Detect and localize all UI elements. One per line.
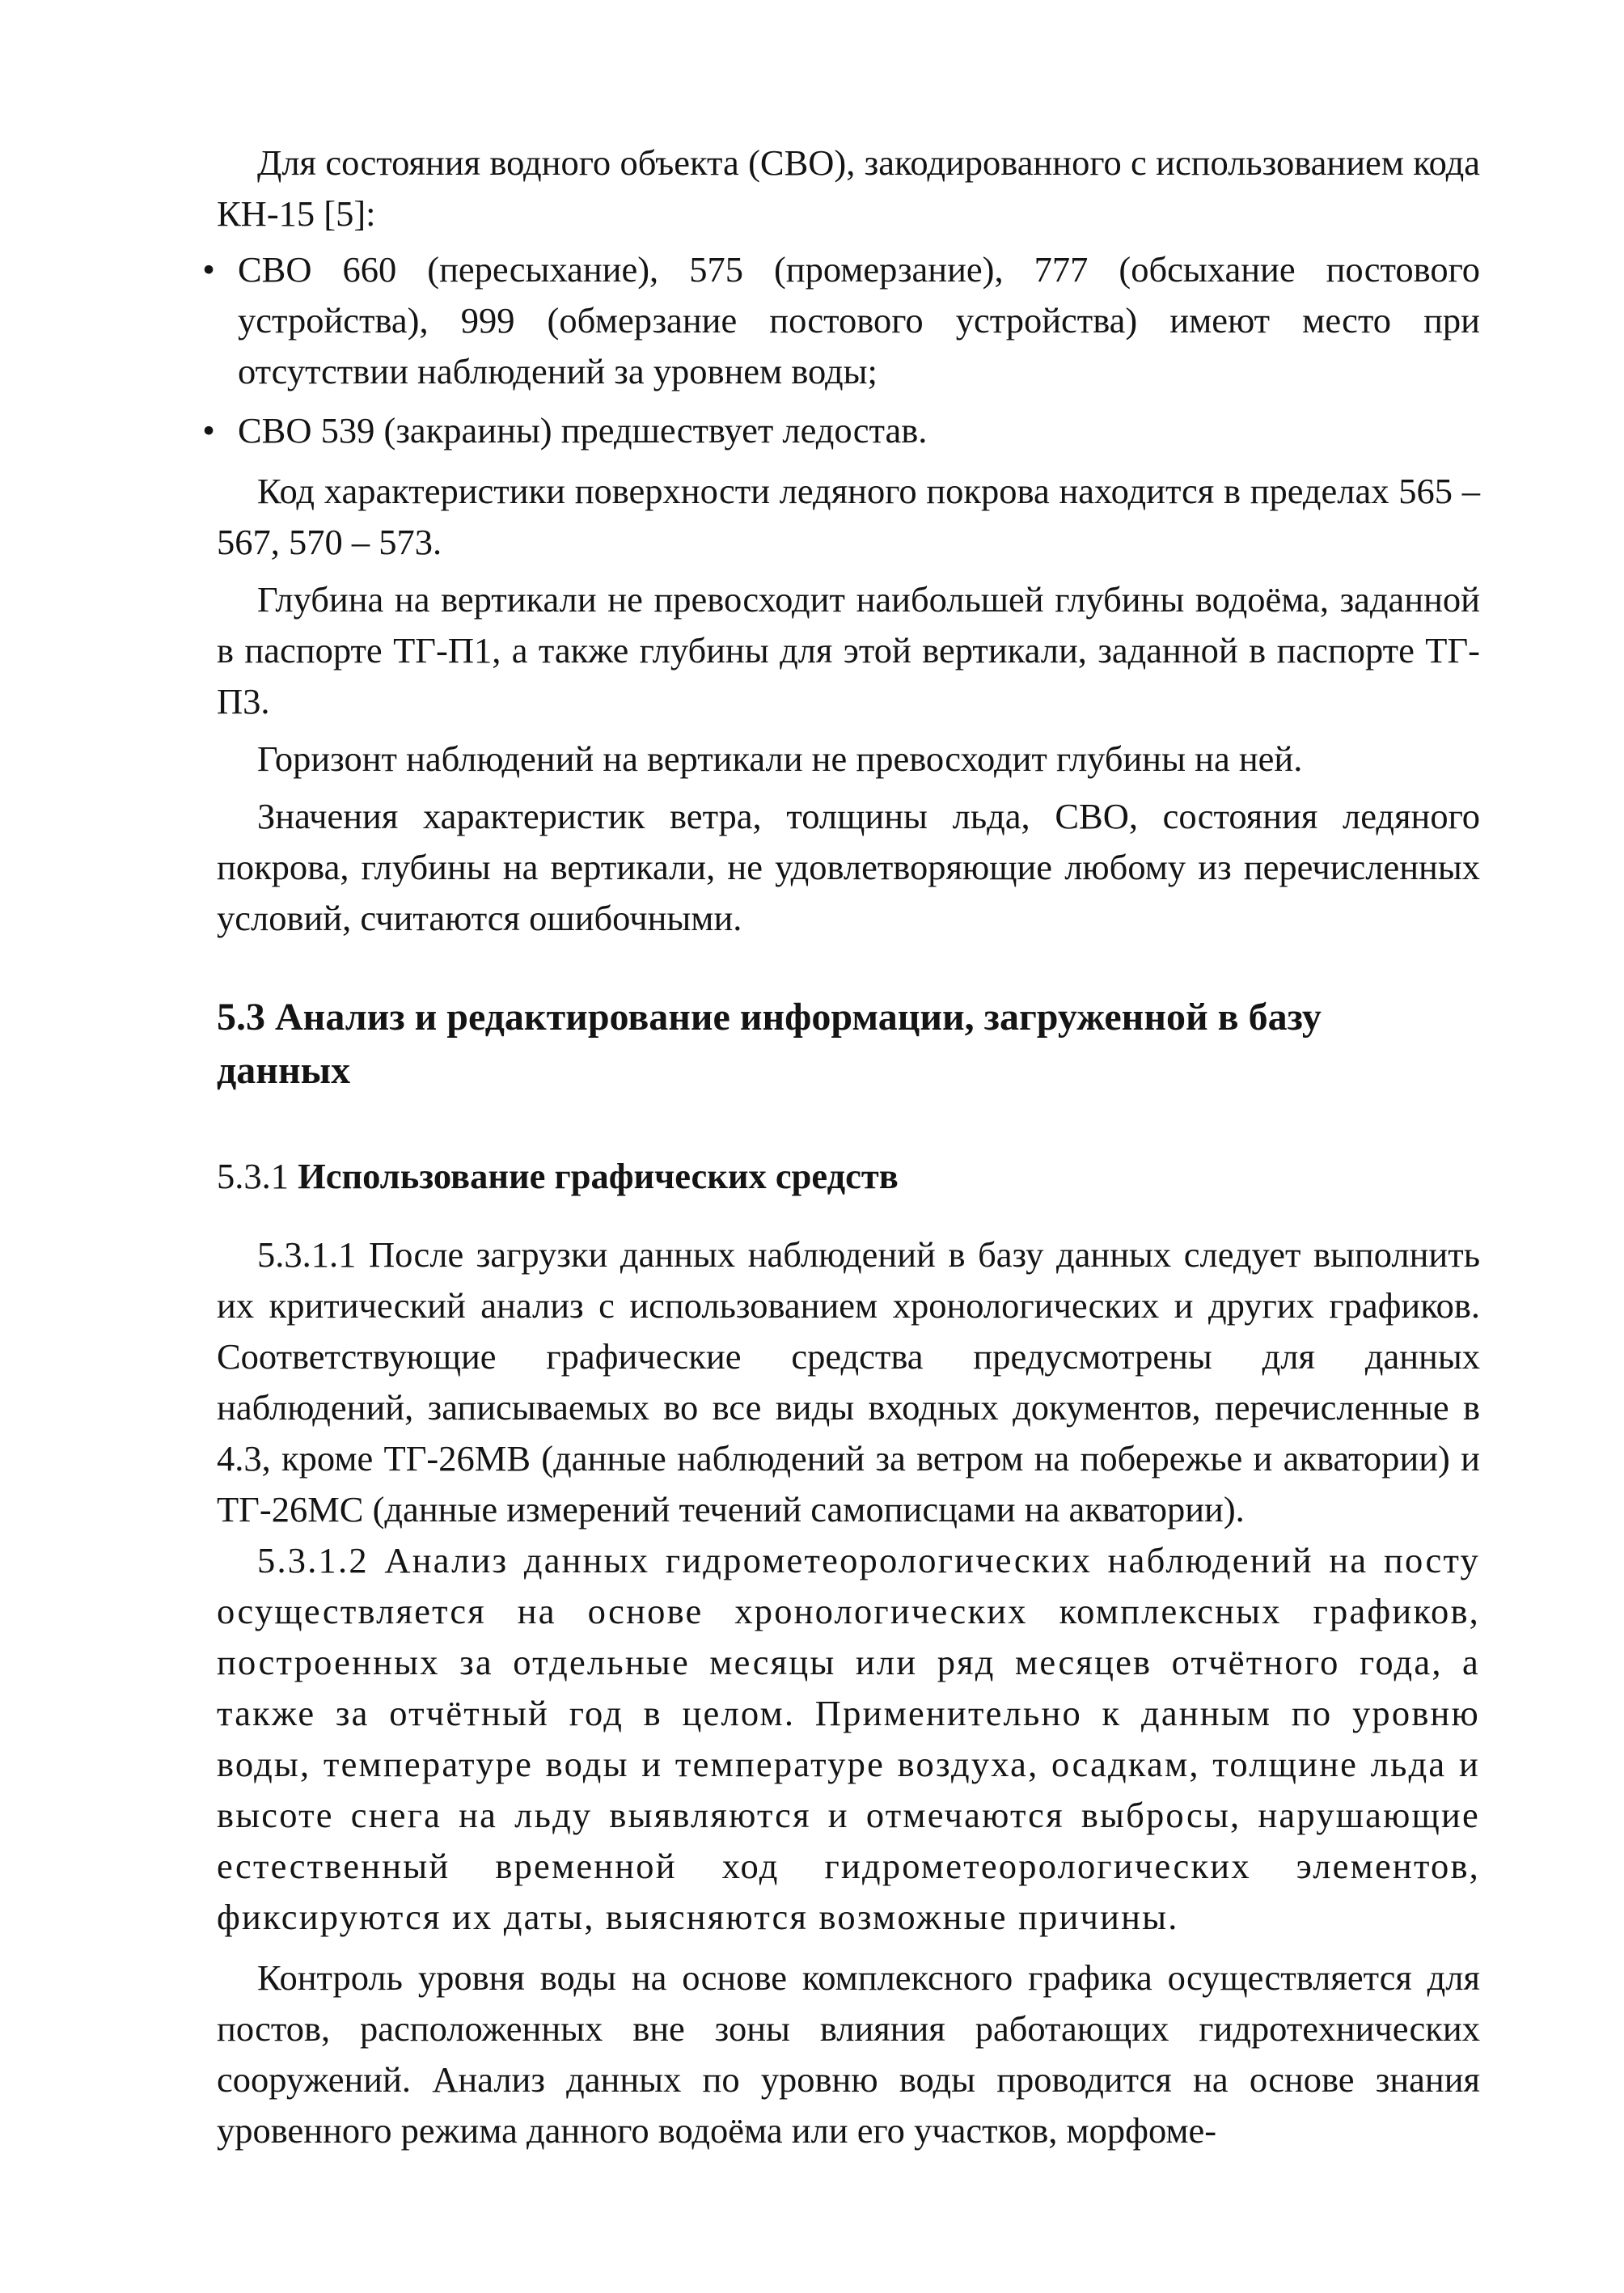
condition-list (202, 244, 1480, 456)
section-heading: 5.3 Анализ и редактирование информации, загруженной в базу данных (217, 996, 1322, 1092)
document-page (202, 137, 1480, 2156)
list-item-text: СВО 539 (закраины) предшествует ледостав. (238, 410, 928, 451)
bullet-icon: • (202, 249, 215, 290)
paragraph-5-3-1-2: 5.3.1.2 Анализ данных гидрометеорологических наблюдений на посту осуществляется на основе хронологических комплексных графиков, построенных за отдельные месяцы или ряд месяцев отчётного года, а также за отчётный год в целом. Применительно к данным по уровню воды, температуре воды и температуре воздуха, осадкам, толщине льда и высоте снега на льду выявляются и отмечаются выбросы, нарушающие естественный временной ход гидрометеорологических элементов, фиксируются их даты, выясняются возможные причины. (217, 1540, 1480, 1937)
subsection-title: Использование графических средств (298, 1156, 899, 1196)
paragraph-horizon: Горизонт наблюдений на вертикали не превосходит глубины на ней. (257, 738, 1303, 779)
paragraph-errors: Значения характеристик ветра, толщины льда, СВО, состояния ледяного покрова, глубины на вертикали, не удовлетворяющие любому из перечисленных условий, считаются ошибочными. (217, 796, 1480, 938)
subsection-number: 5.3.1 (217, 1156, 289, 1196)
paragraph-depth: Глубина на вертикали не превосходит наибольшей глубины водоёма, заданной в паспорте ТГ-П1, а также глубины для этой вертикали, заданной в паспорте ТГ-П3. (217, 579, 1480, 721)
paragraph-level-control: Контроль уровня воды на основе комплексного графика осуществляется для постов, расположенных вне зоны влияния работающих гидротехнических сооружений. Анализ данных по уровню воды проводится на основе знания уровенного режима данного водоёма или его участков, морфоме- (217, 1957, 1480, 2151)
paragraph-5-3-1-1: 5.3.1.1 После загрузки данных наблюдений в базу данных следует выполнить их критический анализ с использованием хронологических и других графиков. Соответствующие графические средства предусмотрены для данных наблюдений, записываемых во все виды входных документов, перечисленные в 4.3, кроме ТГ-26МВ (данные наблюдений за ветром на побережье и акватории) и ТГ-26МС (данные измерений течений самописцами на акватории). (217, 1234, 1480, 1529)
paragraph-intro: Для состояния водного объекта (СВО), закодированного с использованием кода КН-15 [5]: (217, 142, 1480, 234)
list-item (202, 405, 1480, 456)
subsection-heading (217, 1151, 1480, 1202)
bullet-icon: • (202, 410, 215, 451)
paragraph-ice-surface: Код характеристики поверхности ледяного покрова находится в пределах 565 – 567, 570 – 573. (217, 471, 1480, 562)
list-item-text: СВО 660 (пересыхание), 575 (промерзание), 777 (обсыхание постового устройства), 999 (обмерзание постового устройства) имеют место при отсутствии наблюдений за уровнем воды; (238, 249, 1480, 391)
list-item (202, 244, 1480, 397)
